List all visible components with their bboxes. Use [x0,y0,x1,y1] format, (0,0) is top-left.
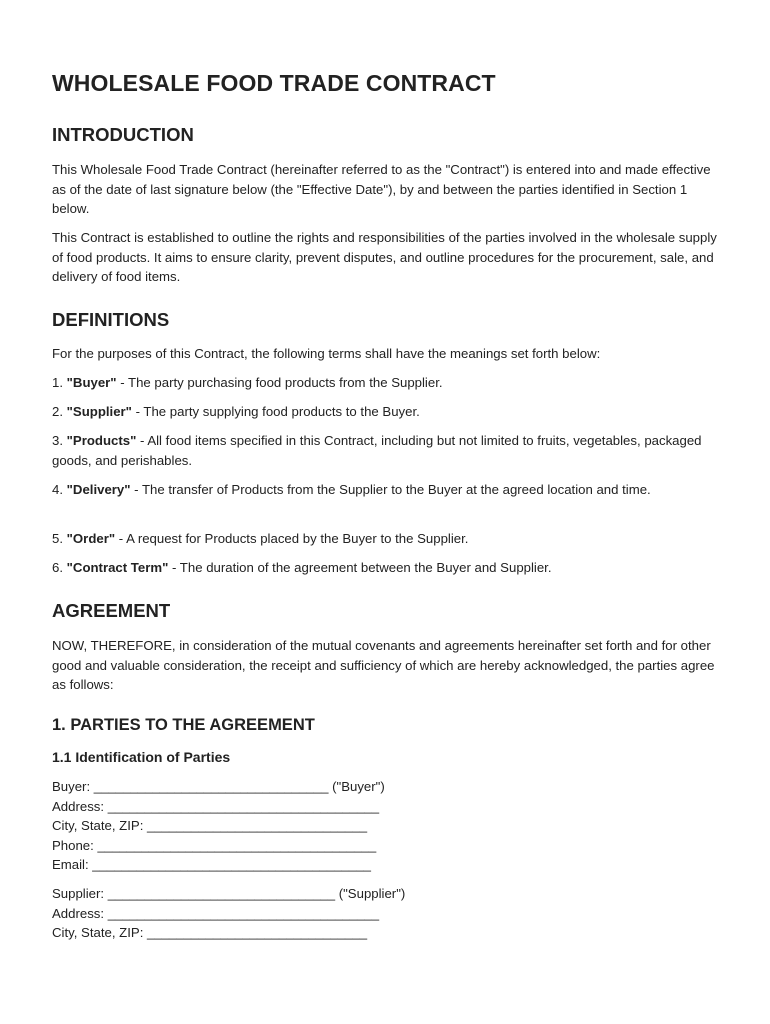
definition-item-order [52,529,724,549]
agreement-heading: AGREEMENT [52,600,171,621]
definition-text: - A request for Products placed by the Buyer to the Supplier. [115,531,469,546]
definition-number: 2. [52,404,63,419]
introduction-paragraph-1: This Wholesale Food Trade Contract (hereinafter referred to as the "Contract") is entered into and made effective as of the date of last signature below (the "Effective Date"), by and between the parties identified in Section 1 below. [52,162,711,216]
agreement-paragraph: NOW, THEREFORE, in consideration of the mutual covenants and agreements hereinafter set forth and for other good and valuable consideration, the receipt and sufficiency of which are hereby acknowledged, the parties agree as follows: [52,638,715,692]
definition-term: "Supplier" [66,404,132,419]
definition-term: "Delivery" [66,482,131,497]
definition-number: 1. [52,375,63,390]
definition-number: 5. [52,531,63,546]
definition-text: - The party supplying food products to the Buyer. [131,404,420,419]
definition-term: "Contract Term" [66,560,169,575]
parties-subheading: 1.1 Identification of Parties [52,749,231,765]
definition-term: "Buyer" [66,375,117,390]
definition-item-buyer [52,373,724,393]
definition-number: 6. [52,560,63,575]
parties-heading: 1. PARTIES TO THE AGREEMENT [52,716,315,734]
definition-term: "Products" [66,433,137,448]
definition-text: - The party purchasing food products from the Supplier. [116,375,443,390]
definition-item-products [52,431,724,470]
supplier-city-state-zip-field: City, State, ZIP: ______________________________ [52,925,368,940]
supplier-address-field: Address: _____________________________________ [52,905,380,921]
supplier-name-field: Supplier: _______________________________ ("Supplier") [52,886,406,901]
definitions-heading: DEFINITIONS [52,309,170,330]
definition-number: 3. [52,433,63,448]
document-title: WHOLESALE FOOD TRADE CONTRACT [52,70,496,96]
buyer-address-field: Address: _____________________________________ [52,798,380,814]
definition-item-contract-term [52,558,724,578]
buyer-phone-field: Phone: ______________________________________ [52,837,377,853]
definition-text: - All food items specified in this Contract, including but not limited to fruits, vegetables, packaged goods, and perishables. [52,433,702,468]
buyer-name-field: Buyer: ________________________________ ("Buyer") [52,779,385,794]
definition-text: - The duration of the agreement between the Buyer and Supplier. [168,560,552,575]
definitions-intro: For the purposes of this Contract, the following terms shall have the meanings set forth below: [52,346,601,361]
definition-term: "Order" [66,531,116,546]
definition-number: 4. [52,482,63,497]
buyer-city-state-zip-field: City, State, ZIP: ______________________________ [52,818,368,833]
definition-item-supplier [52,402,724,422]
definition-item-delivery [52,480,724,500]
buyer-email-field: Email: ______________________________________ [52,857,372,872]
introduction-paragraph-2: This Contract is established to outline the rights and responsibilities of the parties involved in the wholesale supply of food products. It aims to ensure clarity, prevent disputes, and outline procedures for the procurement, sale, and delivery of food items. [52,230,717,284]
definition-text: - The transfer of Products from the Supplier to the Buyer at the agreed location and time. [130,482,651,497]
introduction-heading: INTRODUCTION [52,124,194,145]
